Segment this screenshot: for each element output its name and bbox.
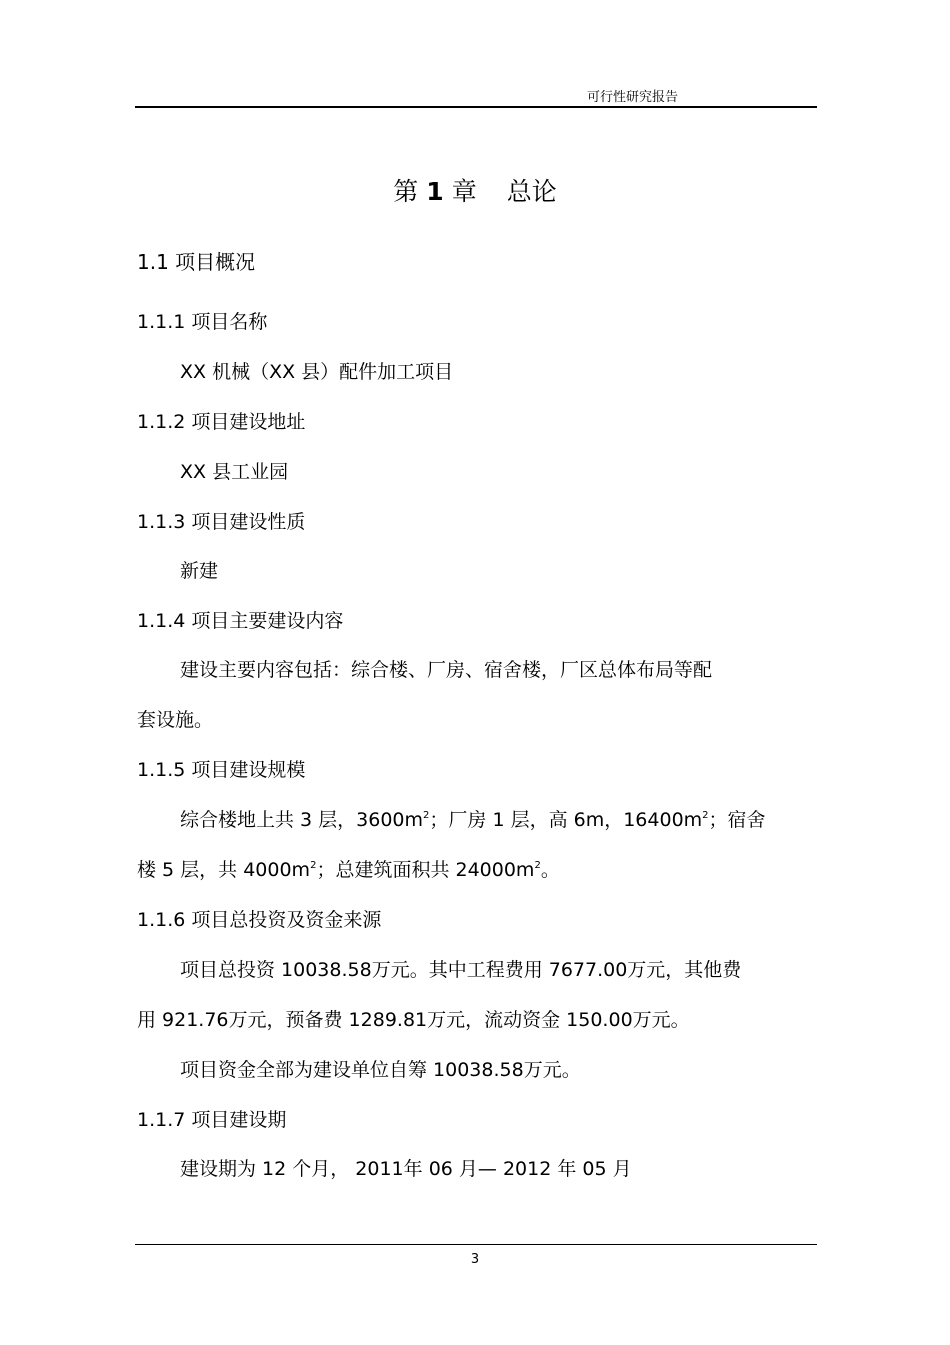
chapter-name: 总论 — [506, 177, 557, 206]
superscript: 2 — [310, 860, 317, 871]
paragraph: XX 县工业园 — [180, 461, 289, 483]
header-rule — [135, 106, 817, 108]
superscript: 2 — [702, 810, 709, 821]
subsection-heading: 1.1.3 项目建设性质 — [137, 511, 306, 533]
superscript: 2 — [534, 860, 541, 871]
paragraph: 项目总投资 10038.58万元。其中工程费用 7677.00万元，其他费 — [180, 959, 742, 981]
superscript: 2 — [423, 810, 430, 821]
text-run: 。 — [540, 859, 560, 881]
paragraph-continuation — [137, 858, 560, 882]
subsection-heading: 1.1.7 项目建设期 — [137, 1109, 287, 1131]
page-number: 3 — [470, 1252, 480, 1267]
chapter-suffix: 章 — [451, 177, 477, 206]
paragraph-continuation: 套设施。 — [137, 709, 214, 731]
paragraph: 项目资金全部为建设单位自筹 10038.58万元。 — [180, 1059, 581, 1081]
text-run: ；厂房 1 层，高 6m，16400m — [429, 809, 703, 831]
text-run: ；总建筑面积共 24000m — [316, 859, 535, 881]
section-heading: 1.1 项目概况 — [137, 250, 256, 274]
paragraph: 建设期为 12 个月， 2011年 06 月— 2012 年 05 月 — [180, 1158, 632, 1180]
chapter-title — [0, 172, 950, 208]
text-run: ；宿舍 — [708, 809, 766, 831]
text-run: 楼 5 层，共 4000m — [137, 859, 311, 881]
footer-rule — [135, 1244, 817, 1245]
subsection-heading: 1.1.2 项目建设地址 — [137, 411, 306, 433]
paragraph: 新建 — [180, 560, 219, 582]
chapter-prefix: 第 — [393, 177, 419, 206]
subsection-heading: 1.1.6 项目总投资及资金来源 — [137, 909, 382, 931]
chapter-number: 1 — [426, 177, 444, 206]
paragraph-continuation: 用 921.76万元，预备费 1289.81万元，流动资金 150.00万元。 — [137, 1009, 690, 1031]
paragraph — [180, 808, 766, 832]
subsection-heading: 1.1.4 项目主要建设内容 — [137, 610, 344, 632]
subsection-heading: 1.1.5 项目建设规模 — [137, 759, 306, 781]
paragraph: XX 机械（XX 县）配件加工项目 — [180, 361, 454, 383]
paragraph: 建设主要内容包括：综合楼、厂房、宿舍楼，厂区总体布局等配 — [180, 659, 713, 681]
running-header: 可行性研究报告 — [586, 90, 678, 105]
text-run: 综合楼地上共 3 层，3600m — [180, 809, 424, 831]
subsection-heading: 1.1.1 项目名称 — [137, 311, 268, 333]
